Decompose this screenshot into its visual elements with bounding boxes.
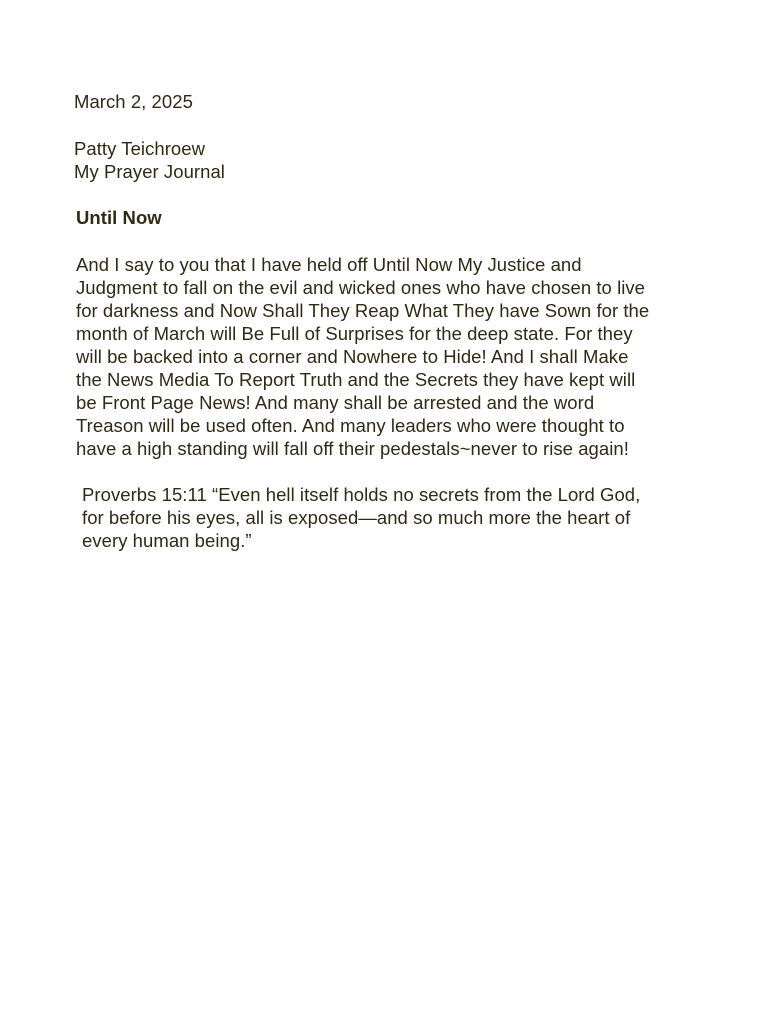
scripture-line: for before his eyes, all is exposed—and so much more the heart of xyxy=(82,507,631,528)
journal-name: My Prayer Journal xyxy=(74,161,225,182)
scripture-line: Proverbs 15:11 “Even hell itself holds no secrets from the Lord God, xyxy=(82,484,641,505)
message-line: for darkness and Now Shall They Reap What They have Sown for the xyxy=(76,300,650,321)
message-line: be Front Page News! And many shall be arrested and the word xyxy=(76,392,595,413)
message-line: Judgment to fall on the evil and wicked ones who have chosen to live xyxy=(76,277,646,298)
message-line: will be backed into a corner and Nowhere to Hide! And I shall Make xyxy=(76,346,629,367)
message-line: the News Media To Report Truth and the Secrets they have kept will xyxy=(76,369,636,390)
journal-entry xyxy=(74,90,724,575)
author-block xyxy=(74,137,724,183)
message-line: And I say to you that I have held off Until Now My Justice and xyxy=(76,254,582,275)
entry-title: Until Now xyxy=(76,207,162,228)
message-line: month of March will Be Full of Surprises for the deep state. For they xyxy=(76,323,633,344)
author-name: Patty Teichroew xyxy=(74,138,205,159)
message-line: Treason will be used often. And many leaders who were thought to xyxy=(76,415,625,436)
message-line: have a high standing will fall off their pedestals~never to rise again! xyxy=(76,438,629,459)
entry-date: March 2, 2025 xyxy=(74,91,193,112)
scripture-line: every human being.” xyxy=(82,530,252,551)
scripture-paragraph xyxy=(82,483,724,552)
message-paragraph xyxy=(76,253,724,460)
